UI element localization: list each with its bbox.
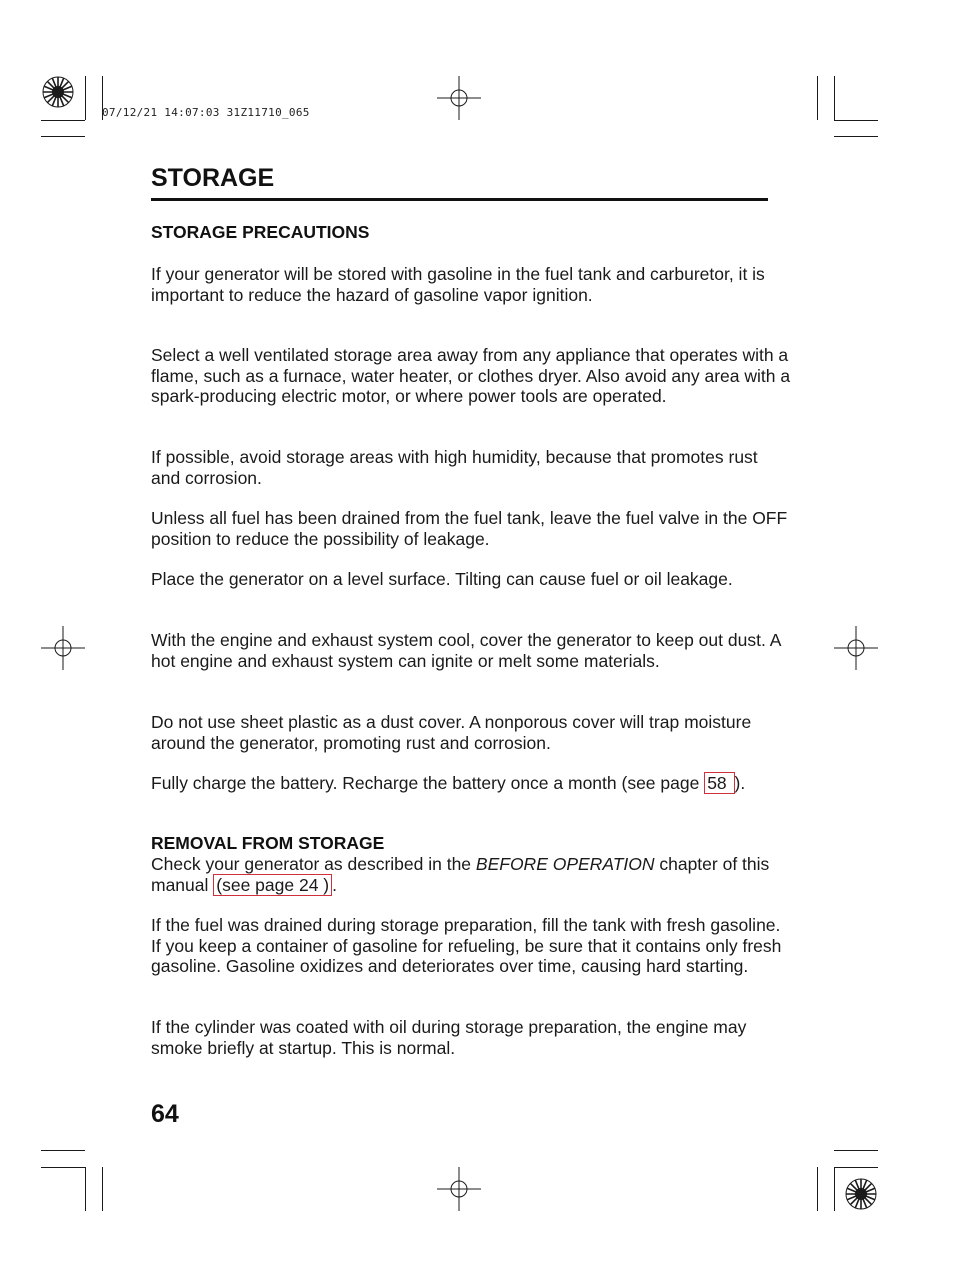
registration-crosshair-icon [41,626,85,670]
paragraph: With the engine and exhaust system cool, cover the generator to keep out dust. A hot engine and exhaust system can ignite or melt some materials. [151,630,781,671]
removal-heading: REMOVAL FROM STORAGE [151,833,385,853]
starburst-target-icon [845,1178,877,1210]
battery-paragraph [151,773,791,794]
paragraph: If the cylinder was coated with oil during storage preparation, the engine may smoke briefly at startup. This is normal. [151,1017,747,1058]
paragraph: Place the generator on a level surface. Tilting can cause fuel or oil leakage. [151,569,733,589]
section-title: STORAGE [151,164,275,192]
page-number: 64 [151,1100,179,1128]
registration-crosshair-icon [834,626,878,670]
removal-intro-text-2: chapter of this manual [151,854,770,895]
paragraph: Select a well ventilated storage area away from any appliance that operates with a flame, such as a furnace, water heater, or clothes dryer. Also avoid any area with a spark-producing electric motor, or where power tools are operated. [151,345,791,406]
battery-end: ). [734,773,746,793]
storage-precautions-heading: STORAGE PRECAUTIONS [151,222,370,242]
registration-crosshair-icon [437,1167,481,1211]
page-24-link[interactable]: (see page 24 ) [213,874,332,896]
paragraph: If the fuel was drained during storage preparation, fill the tank with fresh gasoline. If you keep a container of gasoline for refueling, be sure that it contains only fresh gasoline. Gasoline oxidizes and deteriorates over time, causing hard starting. [151,915,782,976]
registration-crosshair-icon [437,76,481,120]
print-stamp: 07/12/21 14:07:03 31Z11710_065 [102,106,310,119]
battery-text: Fully charge the battery. Recharge the battery once a month (see page [151,773,700,793]
starburst-target-icon [42,76,74,108]
before-operation-reference: BEFORE OPERATION [475,854,655,874]
removal-intro-end: . [332,874,337,895]
removal-intro-paragraph [151,854,791,895]
page-58-link[interactable]: 58 [704,772,734,794]
paragraph: If your generator will be stored with gasoline in the fuel tank and carburetor, it is important to reduce the hazard of gasoline vapor ignition. [151,264,765,305]
paragraph: Do not use sheet plastic as a dust cover. A nonporous cover will trap moisture around the generator, promoting rust and corrosion. [151,712,752,753]
paragraph: If possible, avoid storage areas with high humidity, because that promotes rust and corrosion. [151,447,758,488]
removal-intro-text: Check your generator as described in the [151,854,476,874]
title-divider [151,198,768,201]
paragraph: Unless all fuel has been drained from the fuel tank, leave the fuel valve in the OFF position to reduce the possibility of leakage. [151,508,788,549]
